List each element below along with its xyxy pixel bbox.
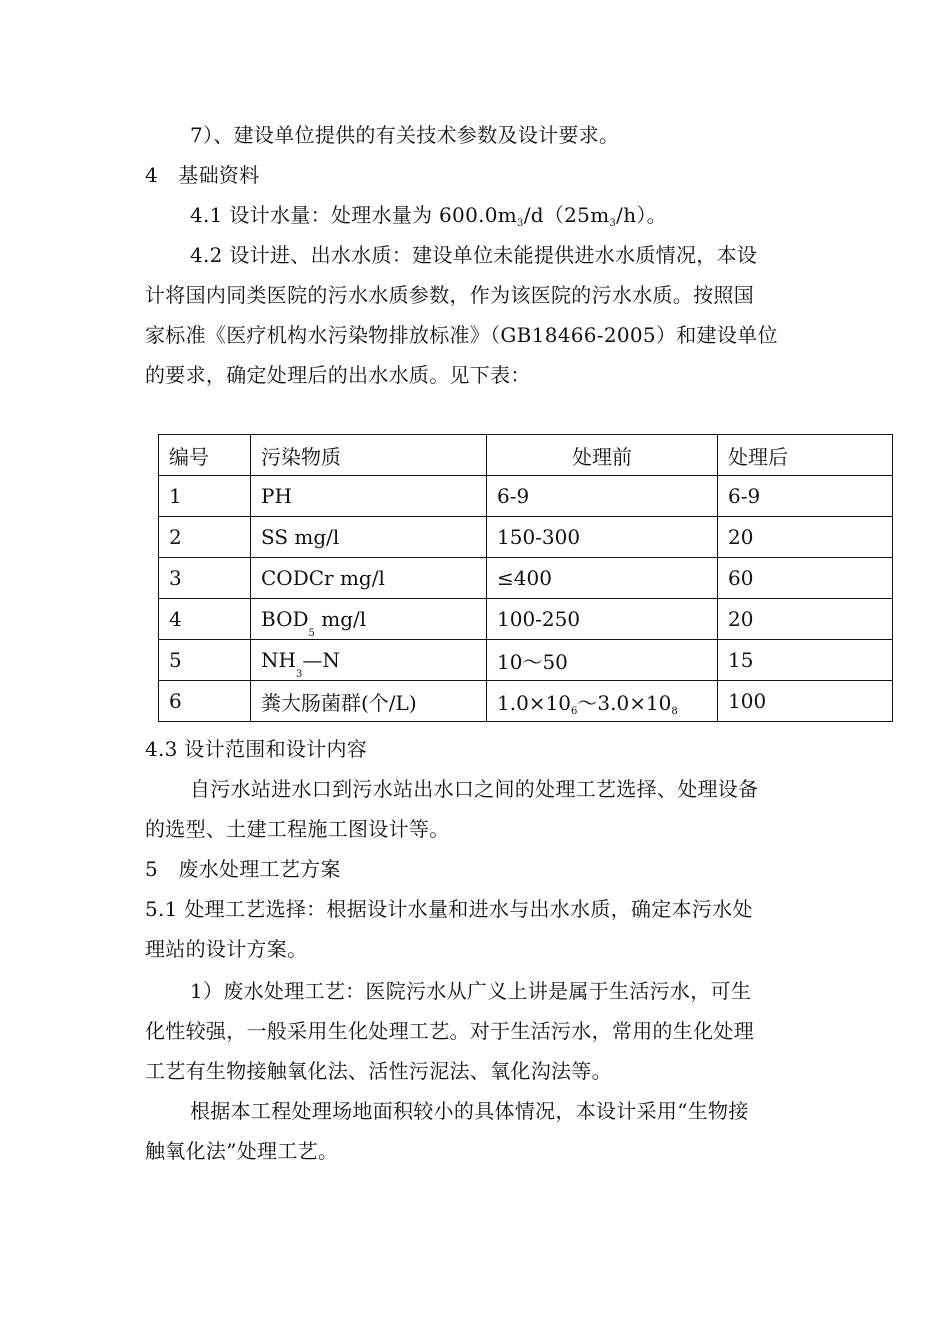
cell-before: 100-250 <box>487 599 718 640</box>
cell-pollutant: SS mg/l <box>251 517 487 558</box>
table-row <box>159 599 893 640</box>
section-4-1-text <box>190 202 815 233</box>
subscript: 5 <box>308 628 315 639</box>
cell-number: 5 <box>159 640 251 681</box>
cell-before: ≤400 <box>487 558 718 599</box>
text-part: NH <box>261 648 296 672</box>
table-header-row <box>159 435 893 476</box>
process-para-line-3: 工艺有生物接触氧化法、活性污泥法、氧化沟法等。 <box>145 1059 612 1083</box>
section-4-3-line-2: 的选型、土建工程施工图设计等。 <box>145 817 450 841</box>
cell-after: 6-9 <box>718 476 893 517</box>
cell-after: 100 <box>718 681 893 722</box>
section-4-3-line-1: 自污水站进水口到污水站出水口之间的处理工艺选择、处理设备 <box>190 777 759 801</box>
text-part: mg/l <box>314 607 367 631</box>
table-row <box>159 640 893 681</box>
text-part: 4.1 设计水量：处理水量为 600.0m <box>190 203 518 227</box>
cell-before: 150-300 <box>487 517 718 558</box>
section-4-2-line-4: 的要求，确定处理后的出水水质。见下表： <box>145 363 531 387</box>
cell-number: 2 <box>159 517 251 558</box>
exponent: 6 <box>571 705 578 717</box>
cell-pollutant: 粪大肠菌群(个/L) <box>251 681 487 722</box>
cell-after: 15 <box>718 640 893 681</box>
process-para-line-1: 1）废水处理工艺：医院污水从广义上讲是属于生活污水，可生 <box>190 979 752 1003</box>
section-4-2-line-3: 家标准《医疗机构水污染物排放标准》（GB18466-2005）和建设单位 <box>145 323 778 347</box>
conclusion-line-1: 根据本工程处理场地面积较小的具体情况，本设计采用“生物接 <box>190 1099 749 1123</box>
cell-before: 6-9 <box>487 476 718 517</box>
text-part: BOD <box>261 607 309 631</box>
header-number: 编号 <box>159 435 251 476</box>
cell-number: 1 <box>159 476 251 517</box>
text-part: ～3.0×10 <box>577 690 672 715</box>
cell-before: 10～50 <box>487 640 718 681</box>
header-before: 处理前 <box>487 435 718 476</box>
text-part: /h）。 <box>616 203 667 227</box>
cell-number: 3 <box>159 558 251 599</box>
cell-number: 6 <box>159 681 251 722</box>
cell-after: 20 <box>718 599 893 640</box>
cell-before <box>487 681 718 722</box>
cell-after: 60 <box>718 558 893 599</box>
unit-superscript: 3 <box>609 218 617 229</box>
section-4-2-line-2: 计将国内同类医院的污水水质参数，作为该医院的污水水质。按照国 <box>145 283 754 307</box>
table-row <box>159 517 893 558</box>
water-quality-table <box>158 434 893 722</box>
unit-superscript: 3 <box>517 218 524 229</box>
cell-pollutant <box>251 640 487 681</box>
subscript: 3 <box>295 669 303 680</box>
header-after: 处理后 <box>718 435 893 476</box>
section-4-heading: 4 基础资料 <box>145 163 260 187</box>
cell-pollutant: CODCr mg/l <box>251 558 487 599</box>
cell-number: 4 <box>159 599 251 640</box>
section-5-heading: 5 废水处理工艺方案 <box>145 857 341 881</box>
section-4-2-line-1: 4.2 设计进、出水水质：建设单位未能提供进水水质情况，本设 <box>190 243 758 267</box>
cell-pollutant <box>251 599 487 640</box>
process-para-line-2: 化性较强，一般采用生化处理工艺。对于生活污水，常用的生化处理 <box>145 1019 754 1043</box>
section-5-1-line-1: 5.1 处理工艺选择：根据设计水量和进水与出水水质，确定本污水处 <box>145 897 753 921</box>
text-part: —N <box>302 648 340 672</box>
cell-pollutant: PH <box>251 476 487 517</box>
table-row <box>159 558 893 599</box>
text-part: 1.0×10 <box>497 690 572 715</box>
item-7-text: 7）、建设单位提供的有关技术参数及设计要求。 <box>190 123 620 147</box>
table-row <box>159 476 893 517</box>
section-5-1-line-2: 理站的设计方案。 <box>145 937 308 961</box>
text-part: /d（25m <box>523 203 610 227</box>
table-row <box>159 681 893 722</box>
header-pollutant: 污染物质 <box>251 435 487 476</box>
cell-after: 20 <box>718 517 893 558</box>
exponent: 8 <box>671 705 678 717</box>
section-4-3-heading: 4.3 设计范围和设计内容 <box>145 737 368 761</box>
conclusion-line-2: 触氧化法”处理工艺。 <box>145 1139 339 1163</box>
